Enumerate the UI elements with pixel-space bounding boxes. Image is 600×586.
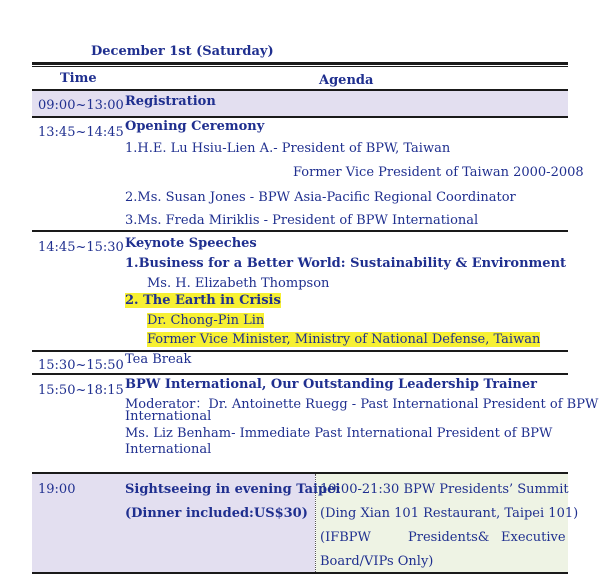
- training-line: International: [125, 442, 212, 457]
- training-line: International: [125, 409, 212, 424]
- header-time: Time: [60, 71, 97, 86]
- top-rule: [32, 62, 568, 65]
- summit-line: (Ding Xian 101 Restaurant, Taipei 101): [320, 506, 579, 521]
- summit-line: 19:00-21:30 BPW Presidents’ Summit: [320, 482, 569, 497]
- keynote-role-highlighted: Former Vice Minister, Ministry of National Defense, Taiwan: [147, 332, 541, 347]
- training-line: Ms. Liz Benham- Immediate Past International President of BPW: [125, 426, 553, 441]
- training-line: Moderator：Dr. Antoinette Ruegg - Past International President of BPW: [125, 397, 599, 412]
- top-rule-thin: [32, 66, 568, 67]
- opening-line: 3.Ms. Freda Miriklis - President of BPW International: [125, 213, 479, 228]
- row-divider: [32, 350, 568, 352]
- row-divider: [32, 116, 568, 118]
- opening-line: 2.Ms. Susan Jones - BPW Asia-Pacific Regional Coordinator: [125, 190, 516, 205]
- row-divider: [32, 230, 568, 232]
- keynote-time: 14:45~15:30: [38, 240, 124, 255]
- keynote-speaker-highlighted: Dr. Chong-Pin Lin: [147, 313, 265, 328]
- summit-line: Presidents&: [408, 530, 490, 545]
- break-time: 15:30~15:50: [38, 358, 124, 373]
- evening-subtitle: (Dinner included:US$30): [125, 506, 308, 521]
- opening-line: 1.H.E. Lu Hsiu-Lien A.- President of BPW, Taiwan: [125, 141, 451, 156]
- summit-line: Board/VIPs Only): [320, 554, 434, 569]
- keynote-talk: 1.Business for a Better World: Sustainability & Environment: [125, 256, 567, 271]
- summit-line: (IFBPW: [320, 530, 371, 545]
- training-time: 15:50~18:15: [38, 383, 124, 398]
- evening-time: 19:00: [38, 482, 76, 497]
- opening-line: Former Vice President of Taiwan 2000-2008: [293, 165, 584, 180]
- header-agenda: Agenda: [319, 73, 374, 88]
- bottom-rule: [32, 572, 568, 574]
- registration-time: 09:00~13:00: [38, 98, 124, 113]
- summit-line: Executive: [501, 530, 566, 545]
- keynote-talk-highlighted: 2. The Earth in Crisis: [125, 293, 281, 308]
- break-title: Tea Break: [125, 352, 192, 367]
- training-title: BPW International, Our Outstanding Leadership Trainer: [125, 377, 538, 392]
- opening-title: Opening Ceremony: [125, 119, 265, 134]
- evening-title: Sightseeing in evening Taipei: [125, 482, 341, 497]
- keynote-title: Keynote Speeches: [125, 236, 257, 251]
- keynote-speaker: Ms. H. Elizabeth Thompson: [147, 276, 330, 291]
- registration-title: Registration: [125, 94, 216, 109]
- opening-time: 13:45~14:45: [38, 125, 124, 140]
- row-divider: [32, 373, 568, 375]
- day-heading: December 1st (Saturday): [91, 44, 274, 59]
